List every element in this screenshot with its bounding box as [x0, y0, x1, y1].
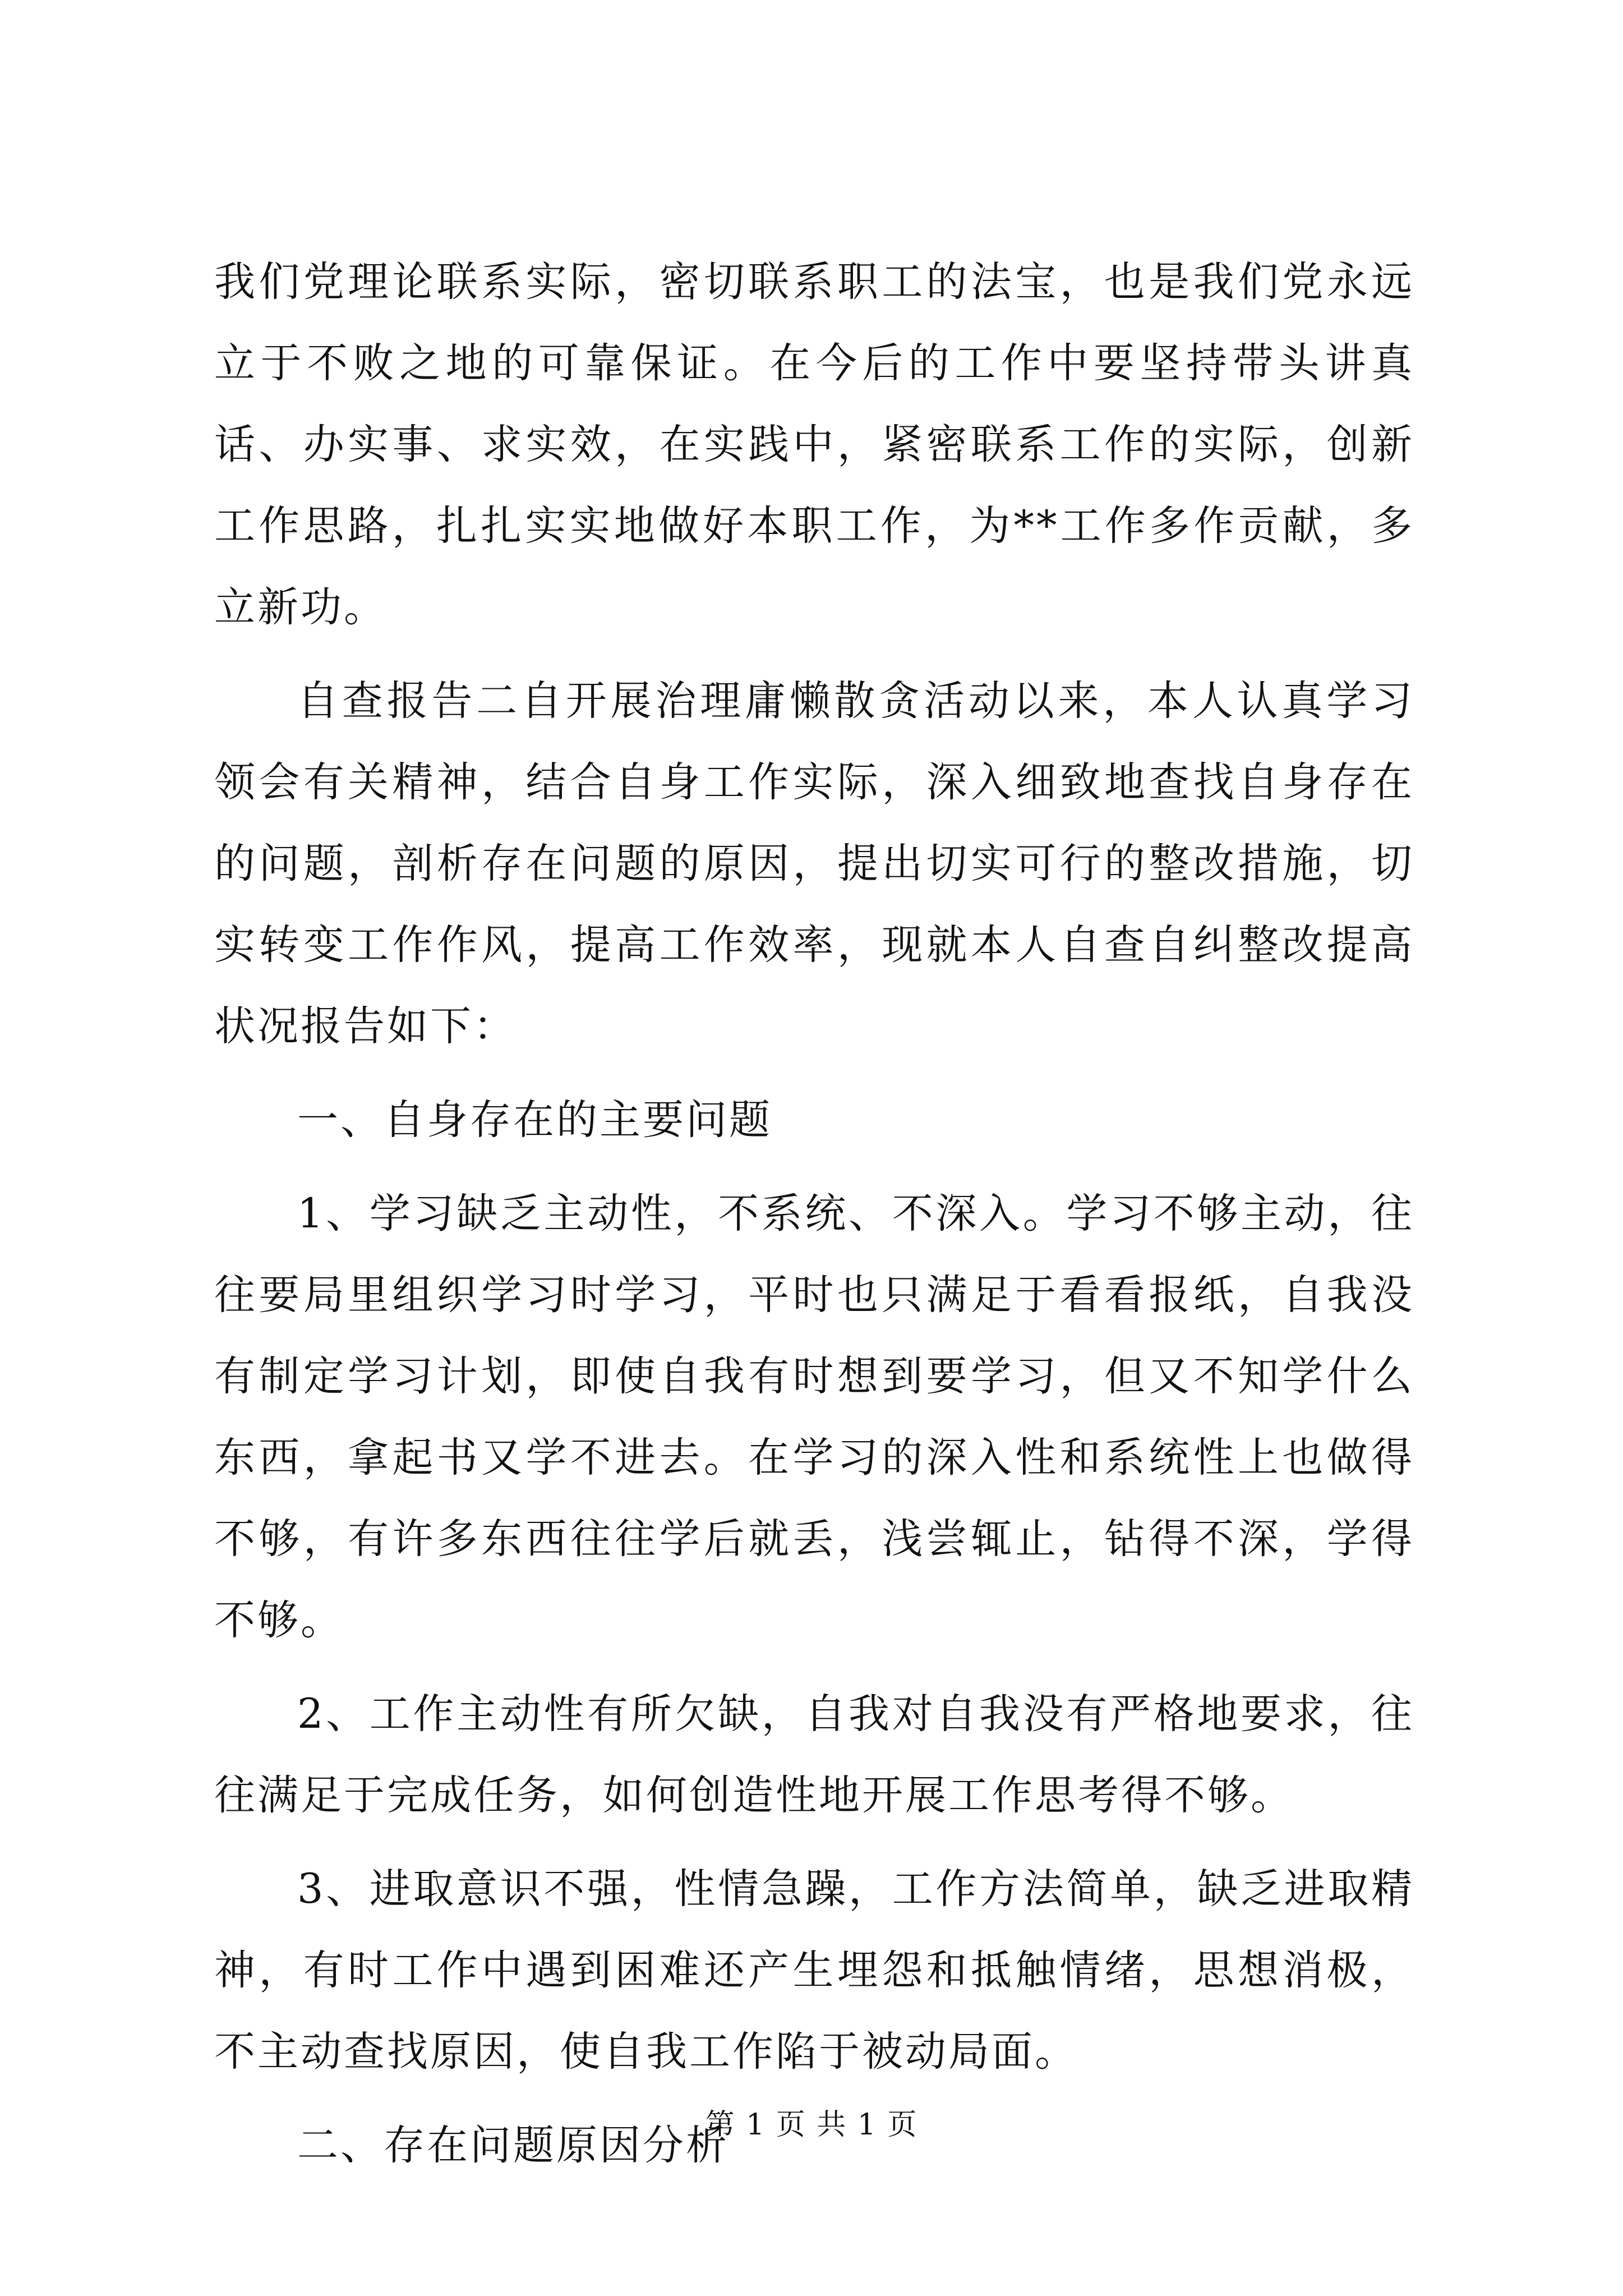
paragraph-continuation: 我们党理论联系实际，密切联系职工的法宝，也是我们党永远立于不败之地的可靠保证。在今后的工作中要坚持带头讲真话、办实事、求实效，在实践中，紧密联系工作的实际，创新工作思路，扎扎实实地做好本职工作，为**工作多作贡献，多立新功。 [214, 258, 1414, 631]
page-number-footer: 第 1 页 共 1 页 [705, 2108, 918, 2142]
paragraph-report-intro: 自查报告二自开展治理庸懒散贪活动以来，本人认真学习领会有关精神，结合自身工作实际，深入细致地查找自身存在的问题，剖析存在问题的原因，提出切实可行的整改措施，切实转变工作作风，提高工作效率，现就本人自查自纠整改提高状况报告如下： [214, 677, 1414, 1050]
document-body [214, 241, 1414, 2186]
paragraph-problem-1: 1、学习缺乏主动性，不系统、不深入。学习不够主动，往往要局里组织学习时学习，平时也只满足于看看报纸，自我没有制定学习计划，即使自我有时想到要学习，但又不知学什么东西，拿起书又学不进去。在学习的深入性和系统性上也做得不够，有许多东西往往学后就丢，浅尝辄止，钻得不深，学得不够。 [214, 1190, 1414, 1644]
section-heading-problems: 一、自身存在的主要问题 [297, 1096, 772, 1144]
paragraph-problem-2: 2、工作主动性有所欠缺，自我对自我没有严格地要求，往往满足于完成任务，如何创造性地开展工作思考得不够。 [214, 1690, 1414, 1819]
section-heading-cause-analysis: 二、存在问题原因分析 [297, 2122, 729, 2169]
paragraph-problem-3: 3、进取意识不强，性情急躁，工作方法简单，缺乏进取精神，有时工作中遇到困难还产生埋怨和抵触情绪，思想消极，不主动查找原因，使自我工作陷于被动局面。 [214, 1865, 1414, 2076]
